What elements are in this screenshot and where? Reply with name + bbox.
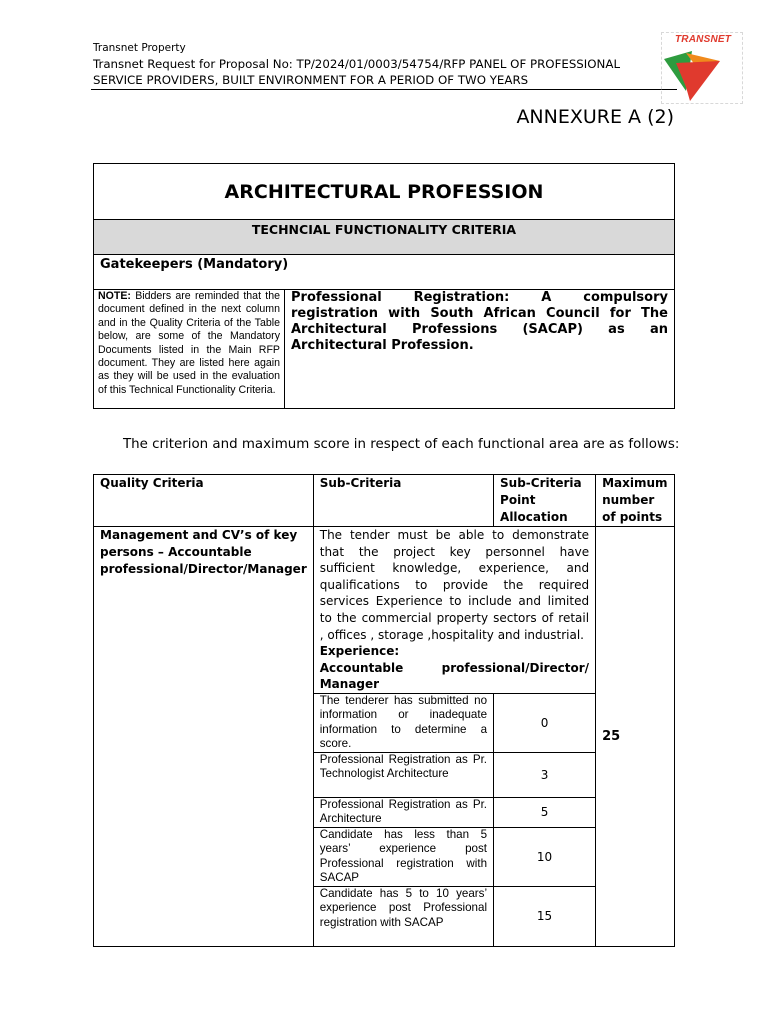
registration-requirement: Professional Registration: A compulsory registration with South African Council for The Architectural Professions (SACAP) as an Architectural Profession. <box>285 290 675 409</box>
scoring-table <box>93 474 675 947</box>
header-maximum-points: Maximum number of points <box>596 475 675 527</box>
logo-wordmark: TRANSNET <box>675 34 732 45</box>
logo-arrow-icon <box>662 47 742 103</box>
criteria-heading: TECHNCIAL FUNCTIONALITY CRITERIA <box>94 220 675 255</box>
header-point-allocation: Sub-Criteria Point Allocation <box>494 475 596 527</box>
sub-criteria-item: Professional Registration as Pr. Architecture <box>313 797 493 827</box>
gatekeepers-heading: Gatekeepers (Mandatory) <box>94 255 675 290</box>
transnet-logo <box>661 32 743 104</box>
header-sub-criteria: Sub-Criteria <box>313 475 493 527</box>
experience-label: Experience: <box>319 644 400 659</box>
description-text: The tender must be able to demonstrate that the project key personnel have sufficient knowledge, experience, and qualifications to provide the required services Experience to include and limited to the commercial property sectors of retail , offices , storage ,hospitality and industrial. <box>319 528 590 642</box>
header-divider <box>91 89 677 90</box>
criteria-table <box>93 163 675 409</box>
annexure-label: ANNEXURE A (2) <box>516 106 674 128</box>
header-quality-criteria: Quality Criteria <box>94 475 314 527</box>
note-cell <box>94 290 285 409</box>
rfp-title: Transnet Request for Proposal No: TP/2024/01/0003/54754/RFP PANEL OF PROFESSIONAL SERVICE PROVIDERS, BUILT ENVIRONMENT FOR A PERIOD OF TWO YEARS <box>93 57 621 87</box>
quality-criteria-cell: Management and CV’s of key persons – Accountable professional/Director/Manager <box>94 527 314 947</box>
note-label: NOTE: <box>98 290 131 302</box>
sub-criteria-item: The tenderer has submitted no information or inadequate information to determine a score. <box>313 693 493 752</box>
profession-title: ARCHITECTURAL PROFESSION <box>94 164 675 220</box>
point-value: 15 <box>494 886 596 946</box>
max-points-value: 25 <box>596 527 675 947</box>
point-value: 5 <box>494 797 596 827</box>
point-value: 10 <box>494 827 596 886</box>
sub-criteria-item: Candidate has less than 5 years’ experience post Professional registration with SACAP <box>313 827 493 886</box>
point-value: 3 <box>494 752 596 797</box>
intro-text: The criterion and maximum score in respect of each functional area are as follows: <box>123 437 680 452</box>
sub-criteria-item: Candidate has 5 to 10 years’ experience post Professional registration with SACAP <box>313 886 493 946</box>
point-value: 0 <box>494 693 596 752</box>
sub-criteria-description <box>313 527 595 694</box>
note-text: Bidders are reminded that the document defined in the next column and in the Quality Criteria of the Table below, are some of the Mandatory Documents listed in the Main RFP document. They are listed here again as they will be used in the evaluation of this Technical Functionality Criteria. <box>98 290 280 396</box>
experience-role: Accountable professional/Director/ Manager <box>319 660 590 692</box>
sub-criteria-item: Professional Registration as Pr. Technologist Architecture <box>313 752 493 797</box>
company-name: Transnet Property <box>93 42 186 54</box>
